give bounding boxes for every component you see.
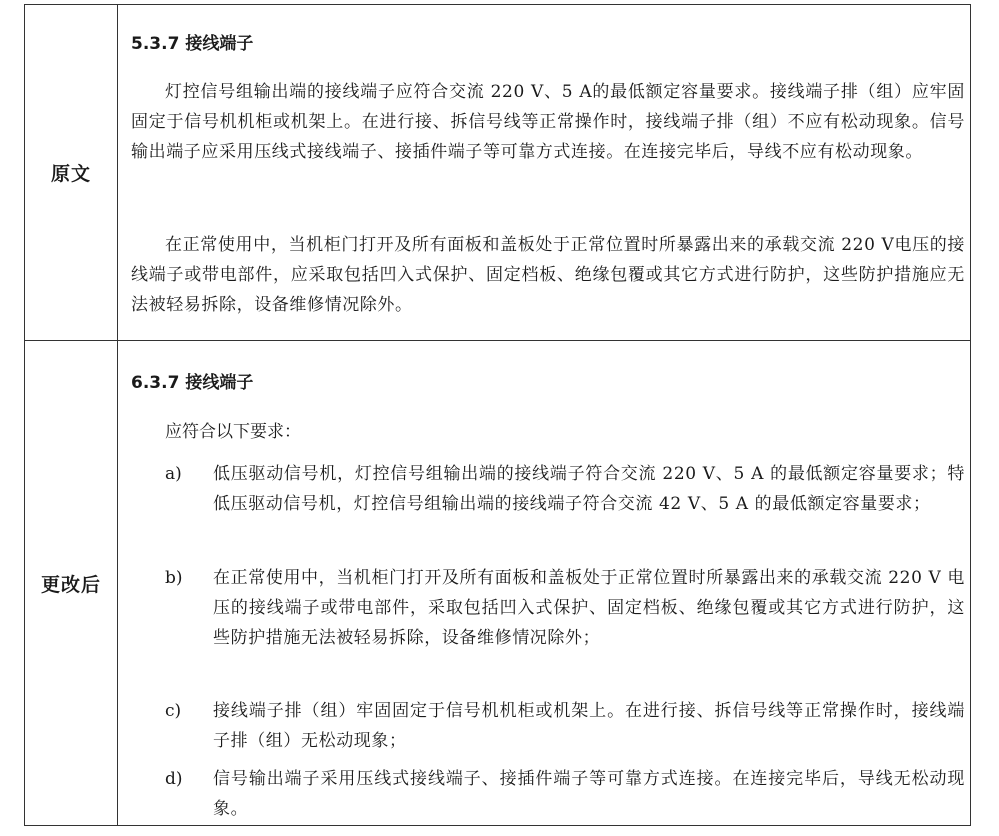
revised-row [25, 341, 970, 825]
list-item-text: 信号输出端子采用压线式接线端子、接插件端子等可靠方式连接。在连接完毕后，导线无松动现象。 [213, 769, 965, 819]
list-marker: a) [165, 464, 182, 484]
revised-lead: 应符合以下要求： [165, 422, 301, 442]
original-row [25, 5, 970, 341]
list-marker: b) [165, 568, 183, 588]
original-content [117, 5, 970, 340]
revised-heading: 6.3.7 接线端子 [131, 373, 254, 393]
list-item-text: 在正常使用中，当机柜门打开及所有面板和盖板处于正常位置时所暴露出来的承载交流 220 V 电压的接线端子或带电部件，采取包括凹入式保护、固定档板、绝缘包覆或其它方式进行防护，这些防护措施无法被轻易拆除，设备维修情况除外； [213, 568, 965, 648]
revised-content [117, 341, 970, 825]
original-heading: 5.3.7 接线端子 [131, 34, 254, 54]
list-marker: d) [165, 769, 183, 789]
list-item-text: 低压驱动信号机，灯控信号组输出端的接线端子符合交流 220 V、5 A 的最低额定容量要求；特低压驱动信号机，灯控信号组输出端的接线端子符合交流 42 V、5 A 的最低额定容量要求； [213, 464, 965, 514]
revised-label: 更改后 [25, 341, 118, 825]
list-marker: c) [165, 701, 182, 721]
list-item-text: 接线端子排（组）牢固固定于信号机机柜或机架上。在进行接、拆信号线等正常操作时，接线端子排（组）无松动现象； [213, 701, 965, 751]
comparison-table [24, 4, 971, 826]
original-paragraph-2: 在正常使用中，当机柜门打开及所有面板和盖板处于正常位置时所暴露出来的承载交流 220 V电压的接线端子或带电部件，应采取包括凹入式保护、固定档板、绝缘包覆或其它方式进行防护，这些防护措施应无法被轻易拆除，设备维修情况除外。 [131, 235, 965, 315]
original-label: 原文 [25, 5, 118, 340]
original-paragraph-1: 灯控信号组输出端的接线端子应符合交流 220 V、5 A的最低额定容量要求。接线端子排（组）应牢固固定于信号机机柜或机架上。在进行接、拆信号线等正常操作时，接线端子排（组）不应有松动现象。信号输出端子应采用压线式接线端子、接插件端子等可靠方式连接。在连接完毕后，导线不应有松动现象。 [131, 82, 965, 162]
